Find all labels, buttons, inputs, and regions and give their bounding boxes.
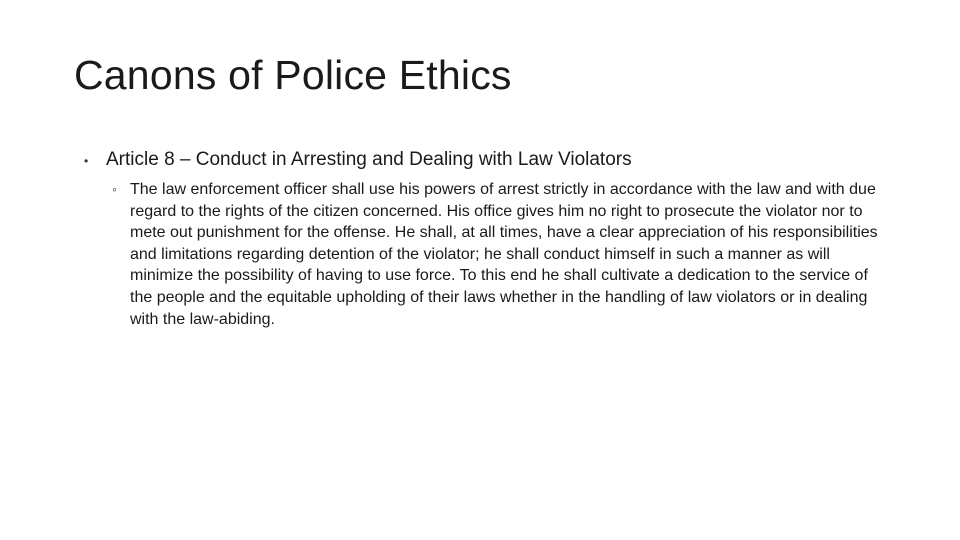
slide-title: Canons of Police Ethics (74, 52, 512, 98)
bullet-item-article-8 (74, 149, 894, 172)
bullet-text-heading: Article 8 – Conduct in Arresting and Dealing with Law Violators (106, 149, 632, 170)
sub-bullet-circle-icon: ◦ (112, 181, 117, 197)
bullet-dot-icon: • (84, 154, 89, 168)
sub-bullet-item-conduct (112, 179, 884, 330)
sub-bullet-paragraph: The law enforcement officer shall use his powers of arrest strictly in accordance with the law and with due regard to the rights of the citizen concerned. His office gives him no right to prosecute the violator nor to mete out punishment for the offense. He shall, at all times, have a clear appreciation of his responsibilities and limitations regarding detention of the violator; he shall conduct himself in such a manner as will minimize the possibility of having to use force. To this end he shall cultivate a dedication to the service of the people and the equitable upholding of their laws whether in the handling of law violators or in dealing with the law-abiding. (130, 181, 878, 328)
